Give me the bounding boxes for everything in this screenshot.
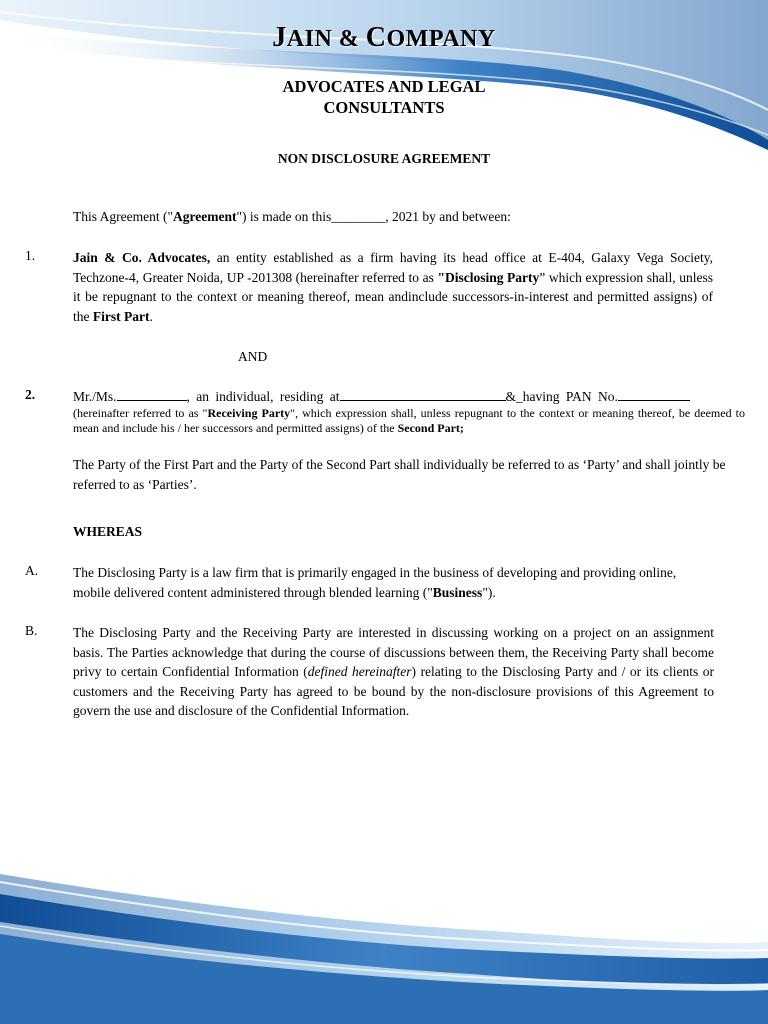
intro-text-post: , 2021 by and between: bbox=[385, 209, 511, 224]
recital-b-label: B. bbox=[25, 623, 38, 638]
subtitle-line-1: ADVOCATES AND LEGAL bbox=[282, 77, 486, 96]
party-2-residing-text: , an individual, residing at bbox=[186, 389, 340, 404]
party-2-pan-text: &_having PAN No. bbox=[505, 389, 618, 404]
party-2-pan-blank[interactable] bbox=[618, 388, 690, 401]
party-2-number: 2. bbox=[25, 387, 36, 402]
firm-name-logo bbox=[0, 22, 768, 54]
recital-b-italic: defined hereinafter bbox=[307, 664, 412, 680]
firm-name-ampersand: & bbox=[338, 26, 360, 52]
firm-name-initial-c: C bbox=[365, 22, 387, 53]
firm-name-initial-j: J bbox=[272, 22, 287, 53]
recital-a-text-1: The Disclosing Party is a law firm that is primarily engaged in the business of developing and providing online, mobile delivered content administered through blended learning (" bbox=[73, 565, 677, 600]
party-1-bold-first-part: First Part bbox=[92, 308, 150, 324]
party-1-name: Jain & Co. Advocates, bbox=[73, 250, 211, 265]
document-title: NON DISCLOSURE AGREEMENT bbox=[277, 151, 491, 166]
whereas-heading: WHEREAS bbox=[73, 524, 143, 539]
firm-name-ain: AIN bbox=[286, 26, 333, 52]
recital-b-text-2: ) relating to the Disclosing Party and / or its clients or customers and the Receiving Party has agreed to be bound by the non-disclosure provisions of this Agreement to govern the use and disclosure of the Confidential Information. bbox=[73, 664, 714, 719]
subtitle-line-2: CONSULTANTS bbox=[323, 98, 445, 117]
party-2-line-2 bbox=[73, 406, 745, 436]
party-1-text-2: ” which expression shall, unless it be repugnant to the context or meaning thereof, mean andinclude successors-in-interest and permitted assigns) of the bbox=[73, 269, 713, 324]
party-2-bold-second-part: Second Part; bbox=[397, 421, 464, 435]
party-2-mr-ms: Mr./Ms. bbox=[73, 389, 117, 404]
party-1-text-1: an entity established as a firm having its head office at E-404, Galaxy Vega Society, Techzone-4, Greater Noida, UP -201308 (hereinafter referred to as bbox=[73, 250, 713, 285]
party-1-paragraph bbox=[73, 248, 713, 326]
party-2-name-blank[interactable] bbox=[117, 388, 187, 401]
recital-a-label: A. bbox=[25, 563, 39, 578]
recital-a-paragraph bbox=[73, 563, 708, 602]
party-1-number: 1. bbox=[25, 248, 36, 263]
recital-b-text-1: The Disclosing Party and the Receiving Party are interested in discussing working on a project on an assignment basis. The Parties acknowledge that during the course of discussions between them, the Receiving Party shall become privy to certain Confidential Information ( bbox=[73, 625, 714, 680]
intro-text-pre: This Agreement (" bbox=[73, 209, 173, 224]
party-2-text-1: (hereinafter referred to as " bbox=[73, 406, 208, 420]
intro-text-mid: ") is made on this bbox=[236, 209, 332, 224]
and-separator: AND bbox=[238, 349, 268, 364]
recital-b-paragraph bbox=[73, 623, 714, 721]
intro-paragraph bbox=[73, 207, 723, 227]
party-2-bold-receiving: Receiving Party bbox=[207, 406, 291, 420]
party-2-address-blank[interactable] bbox=[340, 388, 506, 401]
recital-a-bold-business: Business bbox=[432, 584, 483, 600]
party-2-line-1 bbox=[73, 387, 745, 407]
recital-a-text-2: "). bbox=[482, 584, 496, 600]
intro-bold-agreement: Agreement bbox=[172, 209, 237, 224]
party-1-bold-disclosing: "Disclosing Party bbox=[437, 269, 540, 285]
firm-name-ompany: OMPANY bbox=[386, 26, 496, 52]
firm-subtitle bbox=[0, 76, 768, 118]
parties-definition-paragraph: The Party of the First Part and the Party of the Second Part shall individually be referred to as ‘Party’ and shall jointly be referred to as ‘Parties’. bbox=[73, 457, 726, 492]
party-1-text-3: . bbox=[149, 308, 153, 324]
intro-date-blank: ________ bbox=[331, 209, 386, 224]
party-2-text-2: ", which expression shall, unless repugnant to the context or meaning thereof, be deemed to mean and include his / her successors and permitted assigns) of the bbox=[73, 406, 745, 435]
footer-wave-decoration bbox=[0, 874, 768, 1024]
